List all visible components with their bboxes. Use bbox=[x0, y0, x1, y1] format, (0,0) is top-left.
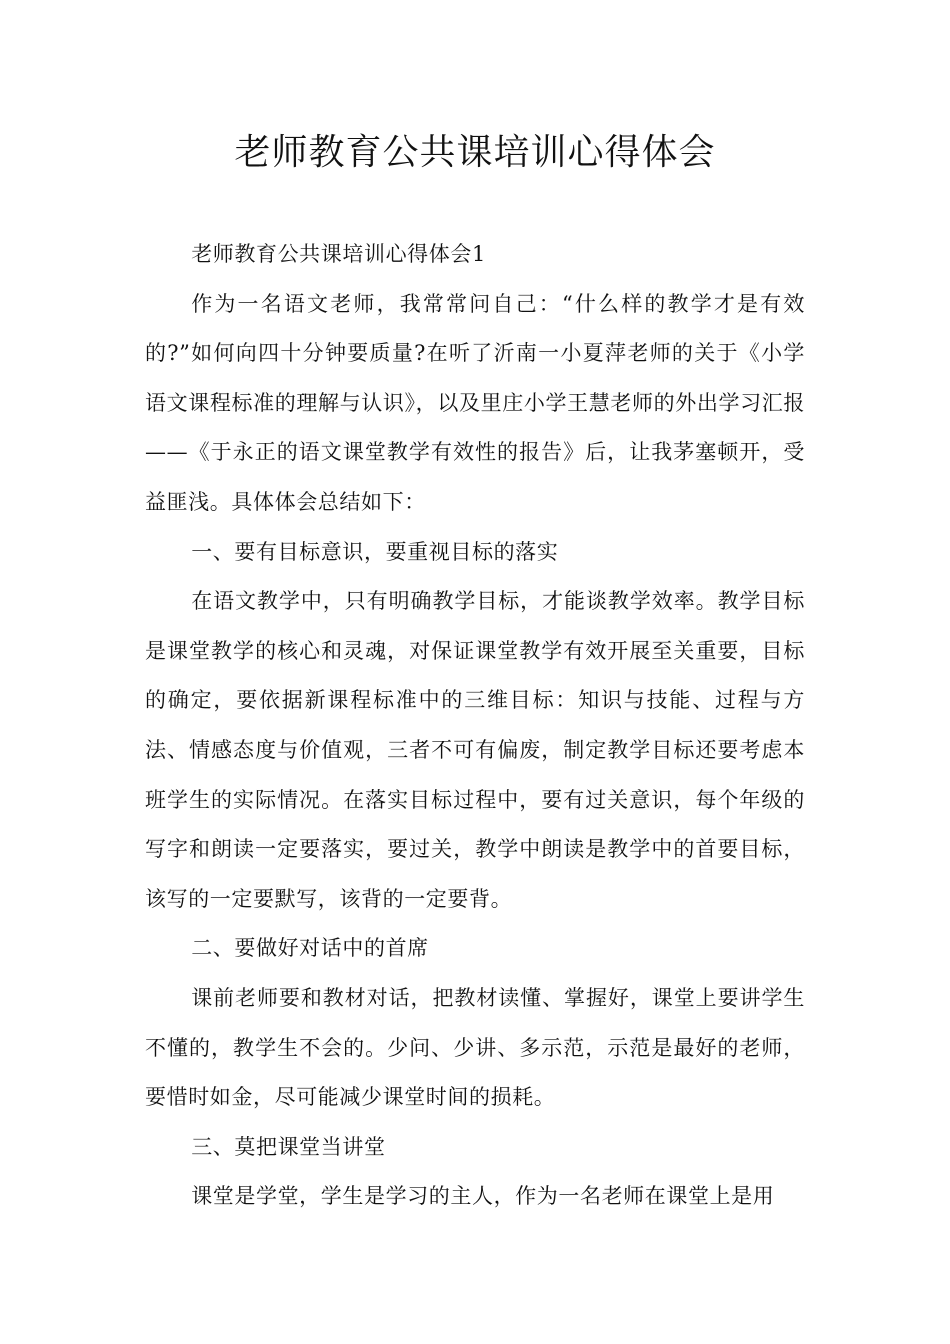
section-heading-1: 一、要有目标意识，要重视目标的落实 bbox=[191, 539, 559, 564]
section-2-paragraph: 课前老师要和教材对话，把教材读懂、掌握好，课堂上要讲学生不懂的，教学生不会的。少问、少讲、多示范，示范是最好的老师，要惜时如金，尽可能减少课堂时间的损耗。 bbox=[145, 985, 805, 1110]
section-1-paragraph: 在语文教学中，只有明确教学目标，才能谈教学效率。教学目标是课堂教学的核心和灵魂，对保证课堂教学有效开展至关重要，目标的确定，要依据新课程标准中的三维目标：知识与技能、过程与方法、情感态度与价值观，三者不可有偏废，制定教学目标还要考虑本班学生的实际情况。在落实目标过程中，要有过关意识，每个年级的写字和朗读一定要落实，要过关，教学中朗读是教学中的首要目标，该写的一定要默写，该背的一定要背。 bbox=[145, 589, 805, 911]
intro-paragraph: 作为一名语文老师，我常常问自己：“什么样的教学才是有效的?”如何向四十分钟要质量?在听了沂南一小夏萍老师的关于《小学语文课程标准的理解与认识》，以及里庄小学王慧老师的外出学习汇报——《于永正的语文课堂教学有效性的报告》后，让我茅塞顿开，受益匪浅。具体体会总结如下： bbox=[145, 291, 805, 514]
document-title: 老师教育公共课培训心得体会 bbox=[234, 132, 716, 173]
section-heading-2: 二、要做好对话中的首席 bbox=[191, 936, 429, 961]
section-3-paragraph: 课堂是学堂，学生是学习的主人，作为一名老师在课堂上是用 bbox=[191, 1184, 775, 1209]
section-heading-3: 三、莫把课堂当讲堂 bbox=[191, 1134, 386, 1159]
document-body bbox=[145, 230, 805, 1222]
subtitle-paragraph: 老师教育公共课培训心得体会1 bbox=[191, 242, 486, 266]
